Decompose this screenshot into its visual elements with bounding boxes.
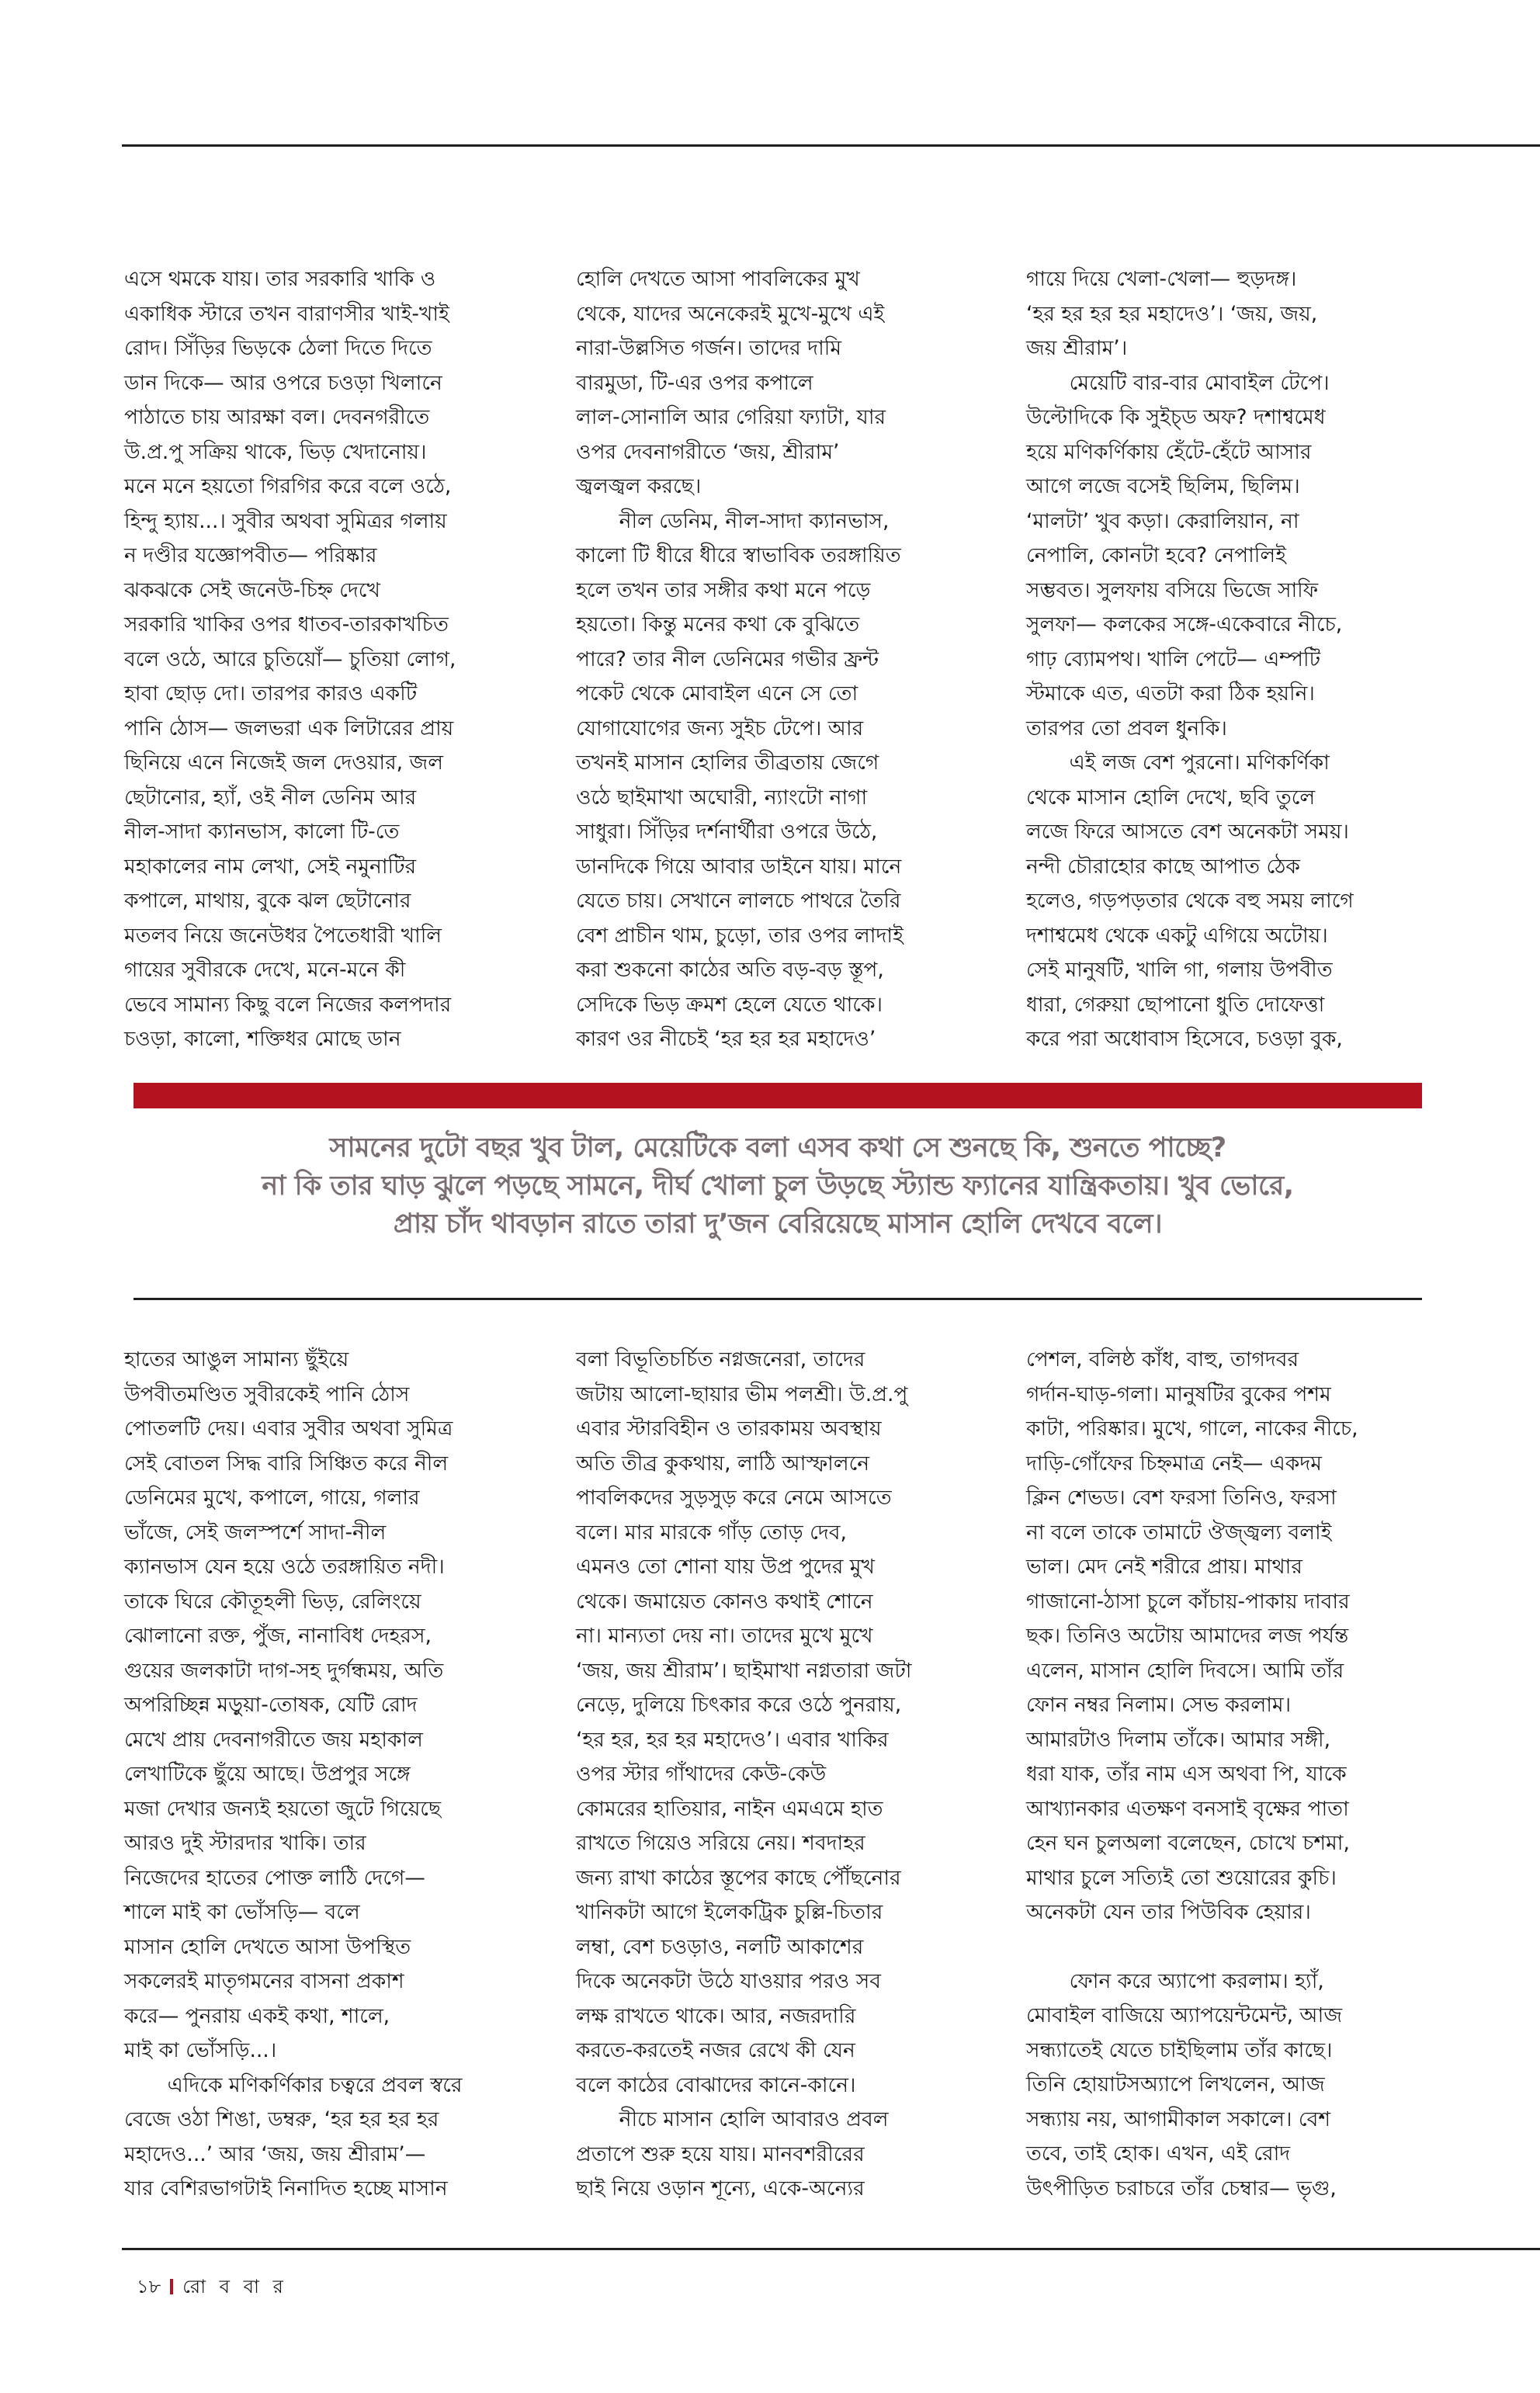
text-line: জয় শ্রীরাম’।	[1026, 336, 1128, 360]
text-line: নীচে মাসান হোলি আবারও প্রবল	[619, 2107, 889, 2131]
text-line: অপরিচ্ছিন্ন মড়ুয়া-তোষক, যেটি রোদ	[124, 1693, 418, 1717]
text-line: ফোন করে অ্যাপো করলাম। হ্যাঁ,	[1069, 1968, 1324, 1993]
text-line: ছক। তিনিও অটোয় আমাদের লজ পর্যন্ত	[1026, 1624, 1349, 1648]
text-line: ধরা যাক, তাঁর নাম এস অথবা পি, যাকে	[1026, 1762, 1347, 1786]
text-line: না বলে তাকে তামাটে ঔজ্জ্বল্য বলাই	[1026, 1520, 1332, 1545]
bottom-rule	[122, 2248, 1540, 2250]
page-number: ১৮	[137, 2276, 161, 2298]
text-line: হেন ঘন চুলঅলা বলেছেন, চোখে চশমা,	[1026, 1831, 1350, 1855]
text-line: ডান দিকে— আর ওপরে চওড়া খিলানে	[124, 370, 442, 395]
text-line: ভাল। মেদ নেই শরীরে প্রায়। মাথার	[1026, 1555, 1302, 1579]
text-line: ডানদিকে গিয়ে আবার ডাইনে যায়। মানে	[576, 854, 902, 879]
paragraph	[1026, 1343, 1452, 1930]
text-line: হলেও, গড়পড়তার থেকে বহু সময় লাগে	[1026, 889, 1354, 913]
text-line: ওঠে ছাইমাখা অঘোরী, ন্যাংটো নাগা	[576, 785, 868, 810]
pull-quote-line: প্রায় চাঁদ থাবড়ান রাতে তারা দু’জন বেরিয়েছে মাসান হোলি দেখবে বলে।	[393, 1209, 1163, 1240]
text-line: উল্টোদিকে কি সুইচ্‌ড অফ? দশাশ্বমেধ	[1026, 405, 1326, 429]
text-line: অনেকটা যেন তার পিউবিক হেয়ার।	[1026, 1900, 1311, 1924]
text-line: আগে লজে বসেই ছিলিম, ছিলিম।	[1026, 474, 1300, 498]
text-line: মহাকালের নাম লেখা, সেই নমুনাটির	[124, 854, 417, 879]
text-line: ছাই নিয়ে ওড়ান শূন্যে, একে-অন্যের	[576, 2176, 865, 2201]
text-line: উপবীতমণ্ডিত সুবীরকেই পানি ঠোস	[124, 1382, 410, 1406]
paragraph	[576, 1343, 1001, 2103]
text-line: সরকারি খাকির ওপর ধাতব-তারকাখচিত	[124, 612, 449, 636]
text-line: রোদ। সিঁড়ির ভিড়কে ঠেলা দিতে দিতে	[124, 336, 432, 360]
text-line: ‘মালটা’ খুব কড়া। কেরালিয়ান, না	[1026, 508, 1299, 533]
text-line: সেই বোতল সিদ্ধ বারি সিঞ্চিত করে নীল	[124, 1451, 449, 1476]
text-line: করে— পুনরায় একই কথা, শালে,	[124, 2003, 390, 2028]
text-line: বলে। মার মারকে গাঁড় তোড় দেব,	[576, 1520, 847, 1545]
text-line: বলে কাঠের বোঝাদের কানে-কানে।	[576, 2072, 856, 2097]
paragraph	[576, 505, 1001, 1057]
text-line: পাবলিকদের সুড়সুড় করে নেমে আসতে	[576, 1486, 892, 1510]
text-line: পানি ঠোস— জলভরা এক লিটারের প্রায়	[124, 716, 454, 740]
text-line: গর্দান-ঘাড়-গলা। মানুষটির বুকের পশম	[1026, 1382, 1331, 1406]
paragraph	[576, 262, 1001, 505]
text-line: এসে থমকে যায়। তার সরকারি খাকি ও	[124, 267, 436, 291]
text-line: নেপালি, কোনটা হবে? নেপালিই	[1026, 543, 1286, 567]
pull-quote-divider	[134, 1298, 1422, 1300]
paragraph	[124, 262, 550, 1057]
text-line: দিকে অনেকটা উঠে যাওয়ার পরও সব	[576, 1969, 881, 1993]
text-line: নেড়ে, দুলিয়ে চিৎকার করে ওঠে পুনরায়,	[576, 1693, 902, 1717]
text-line: হলে তখন তার সঙ্গীর কথা মনে পড়ে	[576, 577, 871, 602]
column-lower-2	[576, 1343, 1001, 2207]
paragraph	[1026, 746, 1452, 1057]
text-line: একাধিক স্টারে তখন বারাণসীর খাই-খাই	[124, 301, 449, 326]
text-line: গায়ের সুবীরকে দেখে, মনে-মনে কী	[124, 958, 406, 982]
text-line: তাকে ঘিরে কৌতূহলী ভিড়, রেলিংয়ে	[124, 1589, 421, 1614]
text-line: আখ্যানকার এতক্ষণ বনসাই বৃক্ষের পাতা	[1026, 1796, 1349, 1821]
text-line: এই লজ বেশ পুরনো। মণিকর্ণিকা	[1069, 751, 1330, 775]
text-line: সুলফা— কলকের সঙ্গে-একেবারে নীচে,	[1026, 612, 1343, 636]
text-line: করতে-করতেই নজর রেখে কী যেন	[576, 2038, 855, 2062]
paragraph	[124, 1343, 550, 2069]
text-line: বলা বিভূতিচর্চিত নগ্নজনেরা, তাদের	[576, 1347, 865, 1372]
text-line: দশাশ্বমেধ থেকে একটু এগিয়ে অটোয়।	[1026, 923, 1328, 948]
text-line: খানিকটা আগে ইলেকট্রিক চুল্লি-চিতার	[576, 1900, 883, 1924]
text-line: জ্বলজ্বল করছে।	[576, 474, 702, 498]
text-line: ছেটানোর, হ্যাঁ, ওই নীল ডেনিম আর	[124, 785, 417, 810]
column-upper-3	[1026, 262, 1452, 1057]
text-line: যেতে চায়। সেখানে লালচে পাথরে তৈরি	[576, 889, 901, 913]
text-line: কালো টি ধীরে ধীরে স্বাভাবিক তরঙ্গায়িত	[576, 543, 901, 567]
text-line: করা শুকনো কাঠের অতি বড়-বড় স্তূপ,	[576, 958, 884, 982]
text-line: তিনি হোয়াটসঅ্যাপে লিখলেন, আজ	[1026, 2072, 1325, 2096]
text-line: মেয়েটি বার-বার মোবাইল টেপে।	[1069, 370, 1330, 395]
text-line: বেজে ওঠা শিঙা, ডম্বরু, ‘হর হর হর হর	[124, 2107, 439, 2131]
text-line: সন্ধ্যায় নয়, আগামীকাল সকালে। বেশ	[1026, 2107, 1331, 2131]
paragraph	[576, 2103, 1001, 2207]
text-line: যোগাযোগের জন্য সুইচ টেপে। আর	[576, 716, 864, 740]
text-line: ফোন নম্বর নিলাম। সেভ করলাম।	[1026, 1693, 1292, 1717]
paragraph	[1026, 262, 1452, 366]
text-line: নীল-সাদা ক্যানভাস, কালো টি-তে	[124, 820, 400, 844]
text-line: চওড়া, কালো, শক্তিধর মোছে ডান	[124, 1027, 401, 1051]
text-line: মাথার চুলে সত্যিই তো শুয়োরের কুচি।	[1026, 1865, 1337, 1890]
footer-separator	[170, 2279, 173, 2294]
text-line: পোতলটি দেয়। এবার সুবীর অথবা সুমিত্র	[124, 1417, 453, 1441]
text-line: ক্যানভাস যেন হয়ে ওঠে তরঙ্গায়িত নদী।	[124, 1555, 445, 1579]
text-line: লাল-সোনালি আর গেরিয়া ফ্যাটা, যার	[576, 405, 886, 429]
text-line: পকেট থেকে মোবাইল এনে সে তো	[576, 681, 858, 706]
text-line: ঝোলানো রক্ত, পুঁজ, নানাবিধ দেহরস,	[124, 1624, 432, 1648]
text-line: গায়ে দিয়ে খেলা-খেলা— হুড়দঙ্গ।	[1026, 267, 1297, 291]
text-line: উৎপীড়িত চরাচরে তাঁর চেম্বার— ভৃগু,	[1026, 2176, 1337, 2201]
text-line: ‘হর হর, হর হর মহাদেও’। এবার খাকির	[576, 1727, 889, 1752]
page-footer	[137, 2274, 287, 2299]
text-line: নন্দী চৌরাহোর কাছে আপাত ঠেক	[1026, 854, 1300, 879]
text-line: বেশ প্রাচীন থাম, চুড়ো, তার ওপর লাদাই	[576, 923, 904, 948]
column-upper-1	[124, 262, 550, 1057]
top-rule	[122, 144, 1540, 147]
text-line: গুয়ের জলকাটা দাগ-সহ দুর্গন্ধময়, অতি	[124, 1658, 444, 1683]
text-line: নিজেদের হাতের পোক্ত লাঠি দেগে—	[124, 1865, 425, 1890]
text-line: এবার স্টারবিহীন ও তারকাময় অবস্থায়	[576, 1417, 882, 1441]
text-line: এমনও তো শোনা যায় উপ্র পুদের মুখ	[576, 1555, 875, 1579]
text-line: এদিকে মণিকর্ণিকার চত্বরে প্রবল স্বরে	[167, 2072, 463, 2097]
text-line: তবে, তাই হোক। এখন, এই রোদ	[1026, 2142, 1291, 2166]
text-line: হয়তো। কিন্তু মনের কথা কে বুঝিতে	[576, 612, 860, 636]
text-line: সেই মানুষটি, খালি গা, গলায় উপবীত	[1026, 958, 1333, 982]
text-line: রাখতে গিয়েও সরিয়ে নেয়। শবদাহর	[576, 1831, 865, 1855]
pull-quote-line: সামনের দুটো বছর খুব টাল, মেয়েটিকে বলা এসব কথা সে শুনছে কি, শুনতে পাচ্ছে?	[329, 1132, 1226, 1164]
column-lower-3	[1026, 1343, 1452, 2206]
accent-band	[134, 1083, 1422, 1108]
text-line: মজা দেখার জন্যই হয়তো জুটে গিয়েছে	[124, 1796, 442, 1821]
text-line: মোবাইল বাজিয়ে অ্যাপয়েন্টমেন্ট, আজ	[1026, 2003, 1343, 2027]
text-line: পারে? তার নীল ডেনিমের গভীর ফ্রন্ট	[576, 647, 879, 671]
text-line: ন দণ্ডীর যজ্ঞোপবীত— পরিষ্কার	[124, 543, 377, 567]
text-line: স্টমাকে এত, এতটা করা ঠিক হয়নি।	[1026, 681, 1315, 706]
text-line: ‘হর হর হর হর মহাদেও’। ‘জয়, জয়,	[1026, 301, 1318, 326]
text-line: থেকে, যাদের অনেকেরই মুখে-মুখে এই	[576, 301, 885, 326]
text-line: তারপর তো প্রবল ধুনকি।	[1026, 716, 1227, 740]
text-line: সন্ধ্যাতেই যেতে চাইছিলাম তাঁর কাছে।	[1026, 2038, 1333, 2062]
text-line: সম্ভবত। সুলফায় বসিয়ে ভিজে সাফি	[1026, 577, 1319, 602]
text-line: মাই কা ভোঁসড়ি...।	[124, 2038, 277, 2062]
text-line: থেকে। জমায়েত কোনও কথাই শোনে	[576, 1589, 873, 1614]
text-line: কাটা, পরিষ্কার। মুখে, গালে, নাকের নীচে,	[1026, 1417, 1358, 1441]
text-line: প্রতাপে শুরু হয়ে যায়। মানবশরীরের	[576, 2142, 865, 2166]
text-line: গাঢ় ব্যোমপথ। খালি পেটে— এম্পটি	[1026, 647, 1321, 671]
text-line: হোলি দেখতে আসা পাবলিকের মুখ	[576, 267, 860, 291]
text-line: ক্লিন শেভড। বেশ ফরসা তিনিও, ফরসা	[1026, 1486, 1337, 1510]
text-line: পাঠাতে চায় আরক্ষা বল। দেবনগরীতে	[124, 405, 430, 429]
column-upper-2	[576, 262, 1001, 1057]
text-line: লম্বা, বেশ চওড়াও, নলটি আকাশের	[576, 1934, 864, 1959]
text-line: অতি তীব্র কুকথায়, লাঠি আস্ফালনে	[576, 1451, 870, 1476]
paragraph	[1026, 1965, 1452, 2207]
text-line: হাবা ছোড় দো। তারপর কারও একটি	[124, 681, 418, 706]
text-line: শালে মাই কা ভোঁসড়ি— বলে	[124, 1900, 360, 1924]
pull-quote	[134, 1129, 1422, 1243]
text-line: পেশল, বলিষ্ঠ কাঁধ, বাহু, তাগদবর	[1026, 1347, 1299, 1372]
text-line: না। মান্যতা দেয় না। তাদের মুখে মুখে	[576, 1624, 873, 1648]
text-line: ছিনিয়ে এনে নিজেই জল দেওয়ার, জল	[124, 751, 443, 775]
text-line: কপালে, মাথায়, বুকে ঝল ছেটানোর	[124, 889, 411, 913]
text-line: সাধুরা। সিঁড়ির দর্শনার্থীরা ওপরে উঠে,	[576, 820, 878, 844]
text-line: করে পরা অধোবাস হিসেবে, চওড়া বুক,	[1026, 1027, 1343, 1051]
text-line: হিন্দু হ্যায়...। সুবীর অথবা সুমিত্রর গলায়	[124, 508, 447, 533]
magazine-name: রো ব বা র	[182, 2276, 287, 2298]
text-line: আরও দুই স্টারদার খাকি। তার	[124, 1831, 366, 1855]
text-line: মনে মনে হয়তো গিরগির করে বলে ওঠে,	[124, 474, 452, 498]
text-line: এলেন, মাসান হোলি দিবসে। আমি তাঁর	[1026, 1658, 1344, 1683]
text-line: সেদিকে ভিড় ক্রমশ হেলে যেতে থাকে।	[576, 992, 883, 1017]
text-line: বলে ওঠে, আরে চুতিয়োঁ— চুতিয়া লোগ,	[124, 647, 456, 671]
text-line: লজে ফিরে আসতে বেশ অনেকটা সময়।	[1026, 820, 1349, 844]
column-lower-1	[124, 1343, 550, 2207]
text-line: হয়ে মণিকর্ণিকায় হেঁটে-হেঁটে আসার	[1026, 439, 1312, 464]
text-line: জটায় আলো-ছায়ার ভীম পলশ্রী। উ.প্র.পু	[576, 1382, 908, 1406]
text-line: থেকে মাসান হোলি দেখে, ছবি তুলে	[1026, 785, 1316, 810]
text-line: লক্ষ রাখতে থাকে। আর, নজরদারি	[576, 2003, 856, 2028]
text-line: গাজানো-ঠাসা চুলে কাঁচায়-পাকায় দাবার	[1026, 1589, 1350, 1614]
text-line: আমারটাও দিলাম তাঁকে। আমার সঙ্গী,	[1026, 1727, 1331, 1752]
text-line: ‘জয়, জয় শ্রীরাম’। ছাইমাখা নগ্নতারা জটা	[576, 1658, 912, 1683]
text-line: দাড়ি-গোঁফের চিহ্নমাত্র নেই— একদম	[1026, 1451, 1322, 1476]
text-line: হাতের আঙুল সামান্য ছুঁইয়ে	[124, 1347, 349, 1372]
text-line: সকলেরই মাতৃগমনের বাসনা প্রকাশ	[124, 1969, 404, 1993]
text-line: মহাদেও...’ আর ‘জয়, জয় শ্রীরাম’—	[124, 2142, 426, 2166]
text-line: মতলব নিয়ে জনেউধর পৈতেধারী খালি	[124, 923, 442, 948]
text-line: উ.প্র.পু সক্রিয় থাকে, ভিড় খেদানোয়।	[124, 439, 427, 464]
text-line: ভাঁজে, সেই জলস্পর্শে সাদা-নীল	[124, 1520, 387, 1545]
text-line: মাসান হোলি দেখতে আসা উপস্থিত	[124, 1934, 411, 1959]
text-line: ভেবে সামান্য কিছু বলে নিজের কলপদার	[124, 992, 452, 1017]
text-line: তখনই মাসান হোলির তীব্রতায় জেগে	[576, 751, 879, 775]
text-line: ধারা, গেরুয়া ছোপানো ধুতি দোফেত্তা	[1026, 992, 1325, 1017]
text-line: নীল ডেনিম, নীল-সাদা ক্যানভাস,	[619, 508, 890, 533]
text-line: মেখে প্রায় দেবনাগরীতে জয় মহাকাল	[124, 1727, 423, 1752]
text-line: ওপর দেবনাগরীতে ‘জয়, শ্রীরাম’	[576, 439, 840, 464]
text-line: ঝকঝকে সেই জনেউ-চিহ্ন দেখে	[124, 577, 380, 602]
paragraph	[1026, 366, 1452, 747]
text-line: কোমরের হাতিয়ার, নাইন এমএমে হাত	[576, 1796, 883, 1821]
text-line: বারমুডা, টি-এর ওপর কপালে	[576, 370, 813, 395]
text-line: জন্য রাখা কাঠের স্তূপের কাছে পৌঁছনোর	[576, 1865, 901, 1890]
text-line: যার বেশিরভাগটাই নিনাদিত হচ্ছে মাসান	[124, 2176, 448, 2201]
text-line: লেখাটিকে ছুঁয়ে আছে। উপ্রপুর সঙ্গে	[124, 1762, 411, 1786]
text-line: কারণ ওর নীচেই ‘হর হর হর মহাদেও’	[576, 1027, 876, 1051]
paragraph	[124, 2069, 550, 2207]
pull-quote-line: না কি তার ঘাড় ঝুলে পড়ছে সামনে, দীর্ঘ খোলা চুল উড়ছে স্ট্যান্ড ফ্যানের যান্ত্রিকতায়। খুব ভোরে,	[262, 1170, 1294, 1202]
text-line: ওপর স্টার গাঁথাদের কেউ-কেউ	[576, 1762, 827, 1786]
text-line: নারা-উল্লসিত গর্জন। তাদের দামি	[576, 336, 842, 360]
text-line: ডেনিমের মুখে, কপালে, গায়ে, গলার	[124, 1486, 420, 1510]
